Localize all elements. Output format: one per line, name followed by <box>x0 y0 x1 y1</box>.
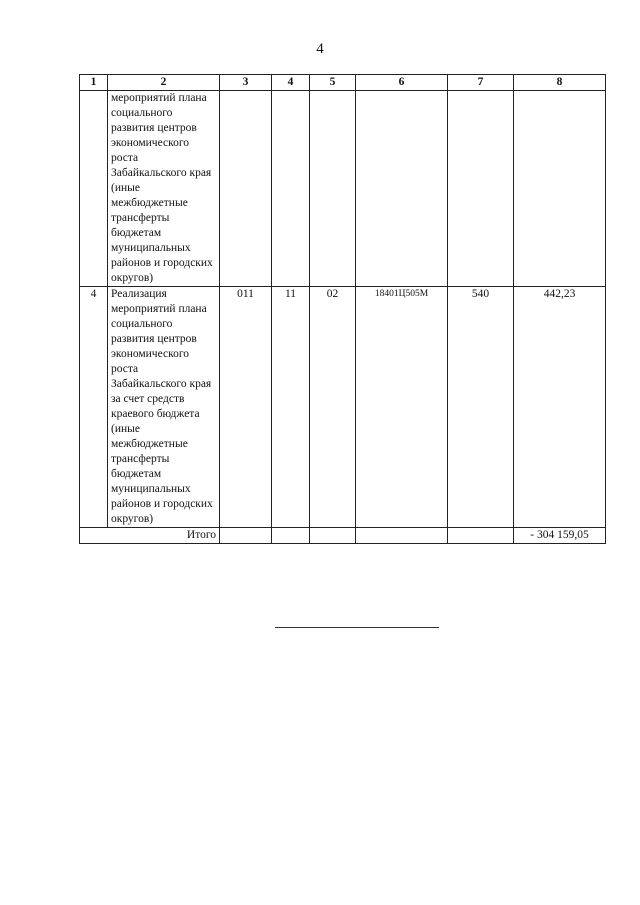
separator-line <box>275 627 439 628</box>
column-header: 7 <box>448 75 514 91</box>
cell-amount <box>514 91 606 287</box>
row-number: 4 <box>80 287 108 528</box>
column-header: 2 <box>108 75 220 91</box>
cell-expense-type <box>448 91 514 287</box>
total-row <box>80 528 606 544</box>
cell-target-article: 18401Ц505М <box>356 287 448 528</box>
row-name: мероприятий плана социального развития центров экономического роста Забайкальского края (иные межбюджетные трансферты бюджетам муниципальных районов и городских округов) <box>108 91 220 287</box>
cell-amount: 442,23 <box>514 287 606 528</box>
column-header: 8 <box>514 75 606 91</box>
empty-cell <box>448 528 514 544</box>
page-number: 4 <box>316 41 324 57</box>
table-header-row <box>80 75 606 91</box>
total-label: Итого <box>80 528 220 544</box>
total-value: - 304 159,05 <box>514 528 606 544</box>
column-header: 1 <box>80 75 108 91</box>
cell-subsection: 02 <box>310 287 356 528</box>
empty-cell <box>220 528 272 544</box>
cell-section: 11 <box>272 287 310 528</box>
cell-expense-type: 540 <box>448 287 514 528</box>
row-number <box>80 91 108 287</box>
row-name: Реализация мероприятий плана социального развития центров экономического роста Забайкальского края за счет средств краевого бюджета (иные межбюджетные трансферты бюджетам муниципальных районов и городских округов) <box>108 287 220 528</box>
column-header: 3 <box>220 75 272 91</box>
table-row <box>80 91 606 287</box>
table-row <box>80 287 606 528</box>
empty-cell <box>356 528 448 544</box>
empty-cell <box>272 528 310 544</box>
cell-ministry-code <box>220 91 272 287</box>
cell-target-article <box>356 91 448 287</box>
budget-table <box>79 74 606 544</box>
cell-ministry-code: 011 <box>220 287 272 528</box>
cell-section <box>272 91 310 287</box>
column-header: 5 <box>310 75 356 91</box>
column-header: 6 <box>356 75 448 91</box>
cell-subsection <box>310 91 356 287</box>
column-header: 4 <box>272 75 310 91</box>
empty-cell <box>310 528 356 544</box>
